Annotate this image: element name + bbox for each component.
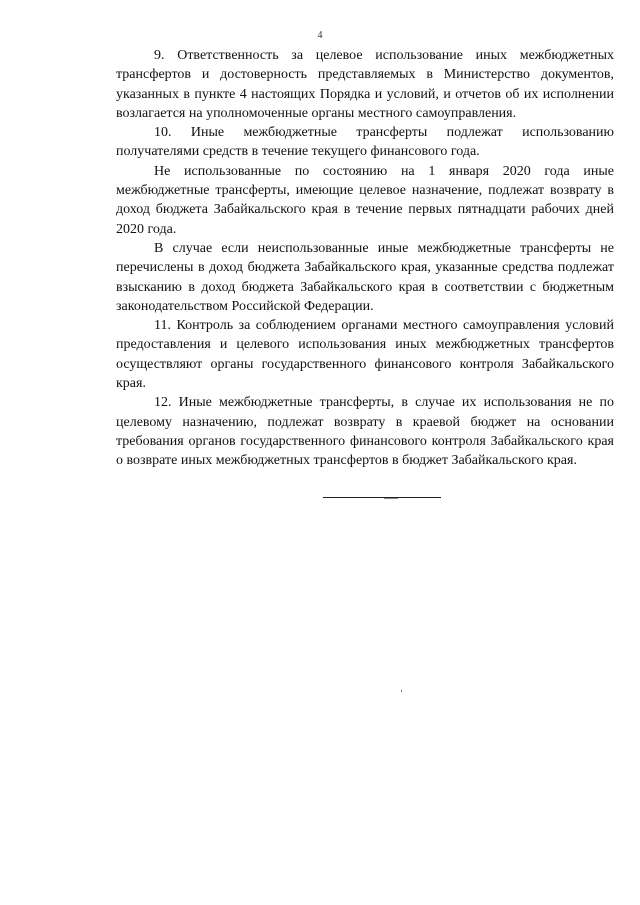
paragraph-12-misuse-return: 12. Иные межбюджетные трансферты, в случае их использования не по целевому назначению, подлежат возврату в краевой бюджет на основании требования органов государственного финансового контроля Забайкальского края о возврате иных межбюджетных трансфертов в бюджет Забайкальского края.: [116, 395, 614, 469]
paragraph-10-usage-period: 10. Иные межбюджетные трансферты подлежат использованию получателями средств в течение текущего финансового года.: [116, 125, 614, 160]
paragraph-11-control: 11. Контроль за соблюдением органами местного самоуправления условий предоставления и целевого использования иных межбюджетных трансфертов осуществляют органы государственного финансового контроля Забайкальского края.: [116, 318, 614, 392]
paragraph-9-responsibility: 9. Ответственность за целевое использование иных межбюджетных трансфертов и достоверность представляемых в Министерство документов, указанных в пункте 4 настоящих Порядка и условий, и отчетов об их исполнении возлагается на уполномоченные органы местного самоуправления.: [116, 48, 614, 121]
paragraph-recovery: В случае если неиспользованные иные межбюджетные трансферты не перечислены в доход бюджета Забайкальского края, указанные средства подлежат взысканию в доход бюджета Забайкальского края в соответствии с бюджетным законодательством Российской Федерации.: [116, 240, 614, 314]
paragraph-unused-transfers-return: Не использованные по состоянию на 1 января 2020 года иные межбюджетные трансферты, имеющие целевое назначение, подлежат возврату в доход бюджета Забайкальского края в течение первых пятнадцати рабочих дней 2020 года.: [116, 163, 614, 237]
end-of-document-line: [323, 497, 441, 498]
page-number: 4: [317, 30, 323, 41]
document-body: [116, 46, 614, 471]
scan-speck: [401, 690, 402, 692]
end-line-mark: [384, 498, 398, 499]
